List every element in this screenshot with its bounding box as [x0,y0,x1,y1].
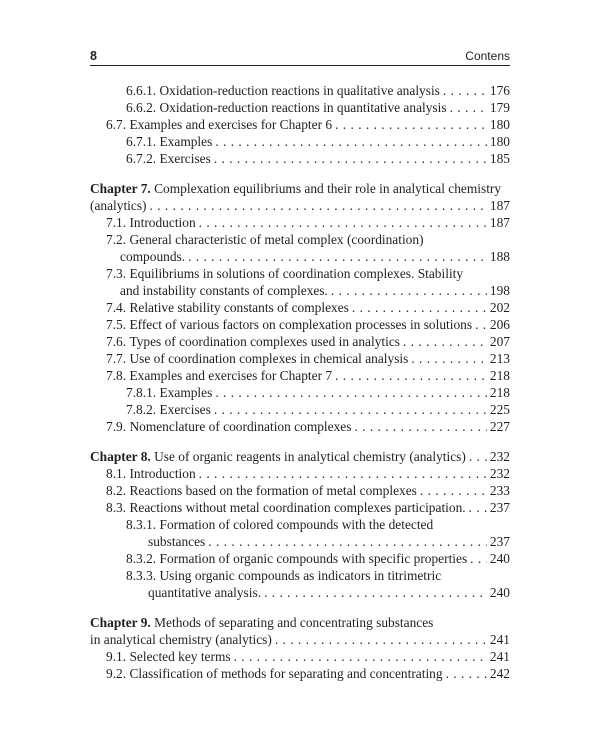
toc-number: 6.7.1. [126,134,157,149]
toc-entry-6-6-2[interactable] [90,99,510,116]
toc-entry-8-1[interactable] [90,465,510,482]
toc-entry-7-8-2[interactable] [90,401,510,418]
dot-leader [150,197,487,214]
toc-entry-7-7[interactable] [90,350,510,367]
toc-entry-8-3-3-line2[interactable] [90,584,510,601]
toc-number: 7.8. [106,368,127,383]
toc-number: 7.8.1. [126,385,157,400]
toc-number: 7.9. [106,419,127,434]
toc-title: Relative stability constants of complexes [129,300,349,315]
toc-entry-7-5[interactable] [90,316,510,333]
toc-number: 7.5. [106,317,127,332]
toc-number: 7.4. [106,300,127,315]
toc-title-cont: quantitative analysis. [148,585,262,600]
toc-number: 8.2. [106,483,127,498]
toc-page: 241 [489,632,510,647]
toc-entry-6-7-2[interactable] [90,150,510,167]
chapter-label: Chapter 7. [90,181,151,196]
dot-leader [215,384,487,401]
toc-title: Introduction [129,215,196,230]
dot-leader [469,448,487,465]
toc-page: 237 [489,534,510,549]
dot-leader [354,418,486,435]
toc-page: 180 [489,117,510,132]
chapter-label: Chapter 9. [90,615,151,630]
toc-chapter-7-line1[interactable] [90,180,510,197]
toc-page: 176 [489,83,510,98]
toc-entry-8-3[interactable] [90,499,510,516]
toc-title: Reactions based on the formation of metal complexes [129,483,417,498]
dot-leader [475,316,487,333]
toc-entry-7-2-line2[interactable] [90,248,510,265]
toc-entry-8-3-3-line1[interactable] [90,567,510,584]
toc-page: 185 [489,151,510,166]
toc-title: Examples and exercises for Chapter 6 [129,117,333,132]
toc-entry-7-8[interactable] [90,367,510,384]
toc-entry-7-3-line1[interactable] [90,265,510,282]
dot-leader [214,401,487,418]
toc-title: Complexation equilibriums and their role in analytical chemistry [154,181,502,196]
dot-leader [352,299,487,316]
toc-title-cont: in analytical chemistry (analytics) [90,632,272,647]
toc-number: 7.2. [106,232,127,247]
dot-leader [264,584,487,601]
toc-title: Selected key terms [129,649,231,664]
dot-leader [234,648,487,665]
toc-title: Effect of various factors on complexation processes in solutions [129,317,473,332]
toc-title: Exercises [159,151,211,166]
toc-page: 218 [489,368,510,383]
toc-entry-9-1[interactable] [90,648,510,665]
toc-title: Exercises [159,402,211,417]
toc-title: Classification of methods for separating and concentrating [129,666,443,681]
dot-leader [199,214,487,231]
toc-chapter-7-line2[interactable] [90,197,510,214]
toc-page: 213 [489,351,510,366]
dot-leader [403,333,487,350]
toc-page: 198 [489,283,510,298]
toc-number: 6.6.1. [126,83,157,98]
dot-leader [450,99,487,116]
toc-page: 179 [489,100,510,115]
toc-title: Nomenclature of coordination complexes [129,419,352,434]
dot-leader [275,631,487,648]
toc-page: 233 [489,483,510,498]
toc-title: Oxidation-reduction reactions in qualitative analysis [159,83,440,98]
dot-leader [199,465,487,482]
toc-number: 9.1. [106,649,127,664]
toc-number: 6.6.2. [126,100,157,115]
toc-number: 7.8.2. [126,402,157,417]
toc-number: 7.7. [106,351,127,366]
toc-number: 8.1. [106,466,127,481]
toc-page: 218 [489,385,510,400]
dot-leader [446,665,487,682]
toc-title: Introduction [129,466,196,481]
toc-page: 232 [489,449,510,464]
dot-leader [208,533,487,550]
toc-entry-9-2[interactable] [90,665,510,682]
dot-leader [331,282,487,299]
dot-leader [469,499,487,516]
spacer [90,601,510,614]
toc-entry-7-1[interactable] [90,214,510,231]
dot-leader [470,550,487,567]
spacer [90,435,510,448]
toc-title-cont: and instability constants of complexes. [120,283,328,298]
toc-page: 240 [489,585,510,600]
toc-entry-6-7[interactable] [90,116,510,133]
page-header [90,45,510,66]
toc-title: Use of organic reagents in analytical chemistry (analytics) [154,449,466,464]
toc-title-cont: substances [148,534,206,549]
toc-entry-8-3-1-line2[interactable] [90,533,510,550]
toc-title: Examples [159,385,213,400]
toc-entry-8-3-2[interactable] [90,550,510,567]
toc-page: 232 [489,466,510,481]
toc-chapter-8[interactable] [90,448,510,465]
toc-title: Formation of organic compounds with specific properties [159,551,468,566]
toc-page: 202 [489,300,510,315]
toc-title: Using organic compounds as indicators in titrimetric [159,568,442,583]
toc-title-cont: (analytics) [90,198,147,213]
toc-number: 6.7.2. [126,151,157,166]
toc-title: Formation of colored compounds with the detected [159,517,434,532]
toc-chapter-9-line1[interactable] [90,614,510,631]
toc-chapter-9-line2[interactable] [90,631,510,648]
toc-page: 206 [489,317,510,332]
dot-leader [215,133,487,150]
toc-page: 242 [489,666,510,681]
dot-leader [335,367,487,384]
toc-page: 187 [489,198,510,213]
toc-entry-6-6-1[interactable] [90,82,510,99]
toc-page: 241 [489,649,510,664]
table-of-contents [90,82,510,682]
dot-leader [188,248,487,265]
toc-number: 7.6. [106,334,127,349]
page-number: 8 [90,49,97,63]
toc-entry-8-2[interactable] [90,482,510,499]
dot-leader [411,350,487,367]
toc-number: 7.1. [106,215,127,230]
toc-title: Oxidation-reduction reactions in quantitative analysis [159,100,447,115]
toc-title: Examples and exercises for Chapter 7 [129,368,333,383]
dot-leader [443,82,487,99]
toc-page: 225 [489,402,510,417]
toc-page: 237 [489,500,510,515]
toc-title-cont: compounds. [120,249,186,264]
toc-page: 188 [489,249,510,264]
toc-title: Types of coordination complexes used in analytics [129,334,400,349]
toc-entry-7-4[interactable] [90,299,510,316]
spacer [90,167,510,180]
toc-entry-7-2-line1[interactable] [90,231,510,248]
dot-leader [214,150,487,167]
dot-leader [335,116,487,133]
toc-title: General characteristic of metal complex (coordination) [129,232,424,247]
toc-page: 207 [489,334,510,349]
toc-entry-7-8-1[interactable] [90,384,510,401]
toc-title: Equilibriums in solutions of coordination complexes. Stability [129,266,464,281]
toc-page: 227 [489,419,510,434]
toc-entry-7-6[interactable] [90,333,510,350]
toc-entry-7-3-line2[interactable] [90,282,510,299]
toc-number: 8.3.3. [126,568,157,583]
toc-page: 240 [489,551,510,566]
toc-number: 7.3. [106,266,127,281]
toc-page: 187 [489,215,510,230]
toc-entry-8-3-1-line1[interactable] [90,516,510,533]
toc-number: 9.2. [106,666,127,681]
toc-title: Methods of separating and concentrating substances [154,615,434,630]
toc-entry-7-9[interactable] [90,418,510,435]
chapter-label: Chapter 8. [90,449,151,464]
toc-title: Use of coordination complexes in chemical analysis [129,351,409,366]
running-title: Contens [465,49,510,63]
toc-title: Reactions without metal coordination complexes participation. [129,500,466,515]
toc-number: 8.3.1. [126,517,157,532]
toc-number: 6.7. [106,117,127,132]
toc-entry-6-7-1[interactable] [90,133,510,150]
dot-leader [420,482,487,499]
toc-number: 8.3. [106,500,127,515]
toc-number: 8.3.2. [126,551,157,566]
toc-page: 180 [489,134,510,149]
toc-title: Examples [159,134,213,149]
